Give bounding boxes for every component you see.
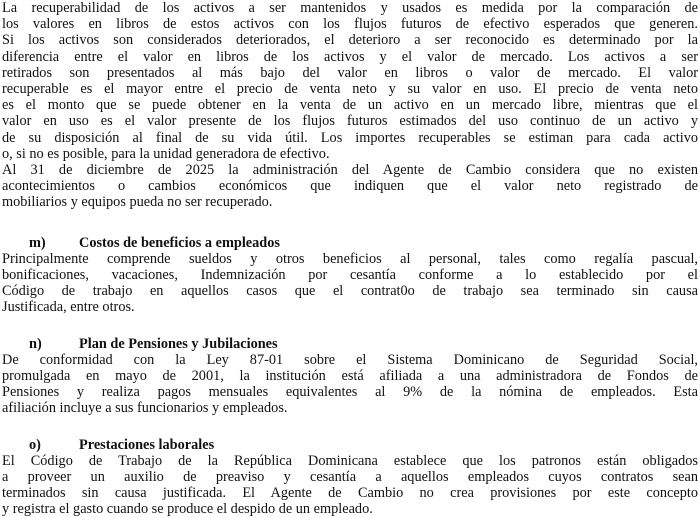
section-letter: m) [29, 234, 46, 251]
text-line: Pensiones y realiza pagos mensuales equivalentes al 9% de la nómina de empleados. Esta [2, 384, 698, 401]
text-line: Principalmente comprende sueldos y otros beneficios al personal, tales como regalía pascual, [2, 250, 698, 267]
section-letter: n) [29, 335, 42, 352]
text-line: terminados sin causa justificada. El Agente de Cambio no crea provisiones por este concepto [2, 485, 698, 502]
text-line: Si los activos son considerados deteriorados, el deterioro a ser reconocido es determinado por la [2, 32, 698, 49]
text-line: valor en uso es el valor presente de los flujos futuros estimados del uso continuo de un activo y [2, 113, 698, 130]
text-line: recuperable es el mayor entre el precio de venta neto y su valor en uso. El precio de venta neto [2, 81, 698, 98]
section-letter: o) [29, 436, 41, 453]
text-line: los valores en libros de estos activos con los flujos futuros de efectivo esperados que generen. [2, 16, 698, 33]
text-line: La recuperabilidad de los activos a ser mantenidos y usados es medida por la comparación de [2, 0, 698, 16]
section-heading [2, 336, 698, 352]
section-heading [2, 437, 698, 453]
section-body [2, 251, 698, 316]
text-line: Justificada, entre otros. [2, 299, 135, 316]
text-line: mobiliarios y equipos pueda no ser recuperado. [2, 194, 273, 211]
intro-paragraph [2, 0, 698, 211]
section-heading [2, 235, 698, 251]
text-line: El Código de Trabajo de la República Dominicana establece que los patronos están obligados [2, 452, 698, 469]
section-o [2, 437, 698, 518]
section-n [2, 336, 698, 417]
text-line: Al 31 de diciembre de 2025 la administración del Agente de Cambio considera que no existen [2, 162, 698, 179]
text-line: afiliación incluye a sus funcionarios y empleados. [2, 400, 288, 417]
text-line: o, si no es posible, para la unidad generadora de efectivo. [2, 145, 330, 162]
text-line: a proveer un auxilio de preaviso y cesantía a aquellos empleados cuyos contratos sean [2, 469, 698, 486]
text-line: bonificaciones, vacaciones, Indemnización por cesantía conforme a lo establecido por el [2, 267, 698, 284]
section-title: Prestaciones laborales [79, 436, 215, 453]
text-line: de su disposición al final de su vida útil. Los importes recuperables se estiman para cada activo [2, 129, 698, 146]
section-body [2, 352, 698, 417]
text-line: retirados son presentados al más bajo del valor en libros o valor de mercado. El valor [2, 64, 698, 81]
text-line: Código de trabajo en aquellos casos que el contrat0o de trabajo sea terminado sin causa [2, 283, 698, 300]
section-m [2, 235, 698, 316]
text-line: acontecimientos o cambios económicos que indiquen que el valor neto registrado de [2, 178, 698, 195]
text-line: y registra el gasto cuando se produce el despido de un empleado. [2, 501, 373, 518]
text-line: diferencia entre el valor en libros de los activos y el valor de mercado. Los activos a ser [2, 48, 698, 65]
text-line: es el monto que se puede obtener en la venta de un activo en un mercado libre, mientras que el [2, 97, 698, 114]
section-title: Plan de Pensiones y Jubilaciones [79, 335, 278, 352]
section-title: Costos de beneficios a empleados [79, 234, 280, 251]
section-body [2, 453, 698, 518]
text-line: De conformidad con la Ley 87-01 sobre el Sistema Dominicano de Seguridad Social, [2, 351, 698, 368]
text-line: promulgada en mayo de 2001, la institución está afiliada a una administradora de Fondos de [2, 368, 698, 385]
